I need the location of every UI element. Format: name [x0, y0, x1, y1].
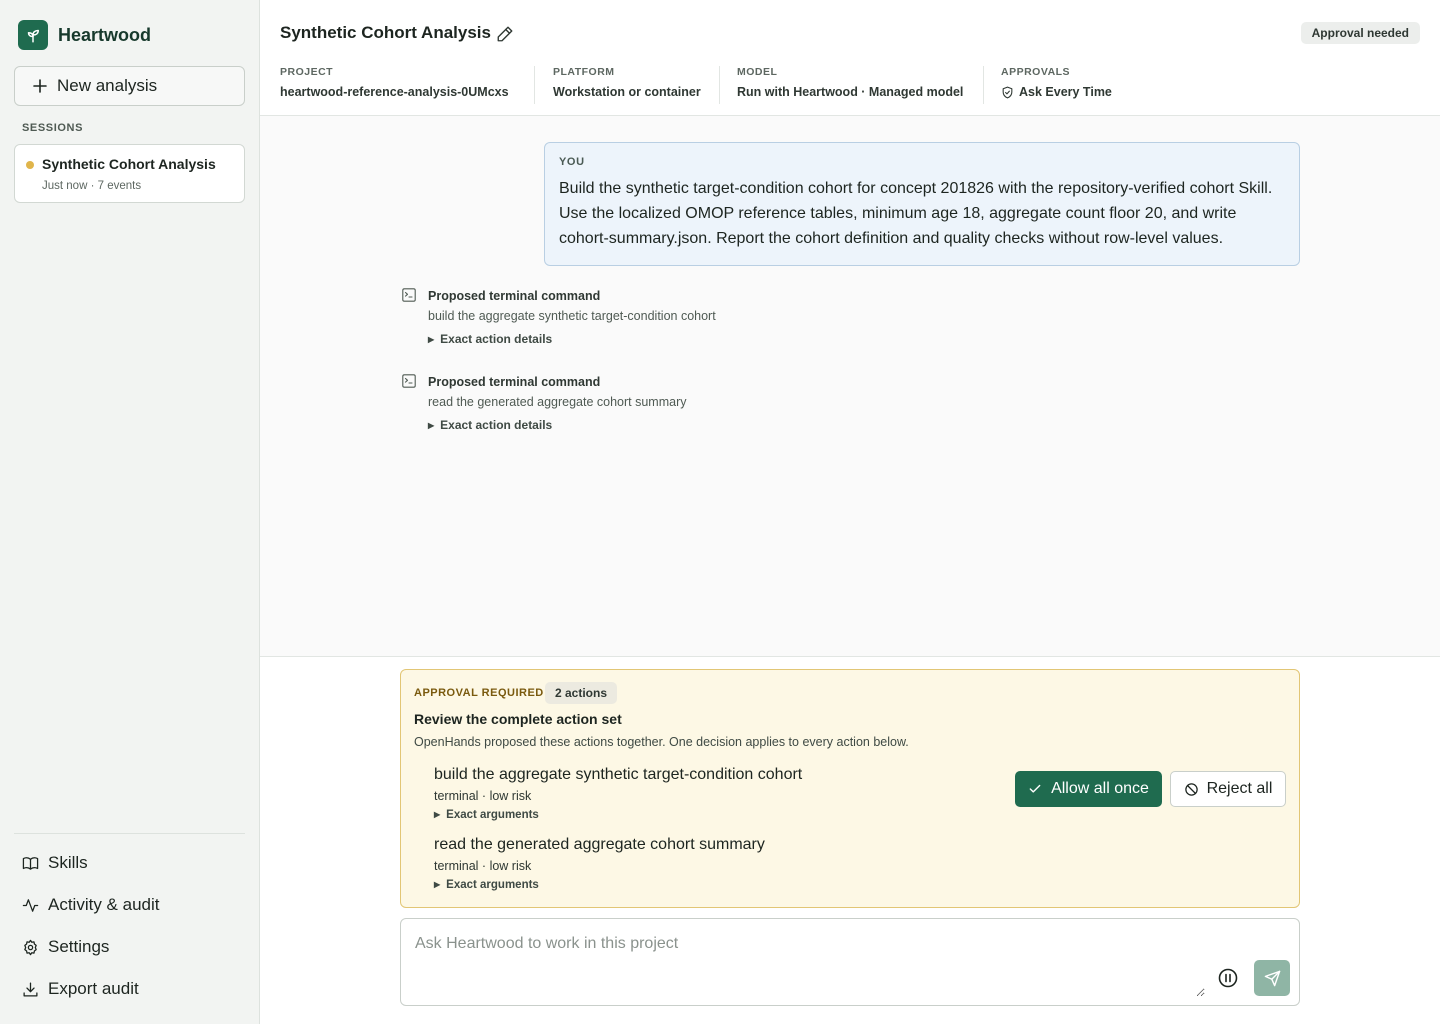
approvals-value: Ask Every Time	[1019, 85, 1112, 99]
sidebar-divider	[14, 833, 245, 834]
allow-all-label: Allow all once	[1051, 780, 1149, 797]
ban-icon	[1184, 782, 1199, 797]
sidebar-item-label: Settings	[48, 937, 110, 956]
sidebar-item-export-audit[interactable]	[22, 979, 139, 999]
brand[interactable]	[18, 20, 151, 50]
message-text: Build the synthetic target-condition cohort for concept 201826 with the repository-verified cohort Skill. Use the localized OMOP reference tables, minimum age 18, aggregate count floor 20, and write cohort-summary.json. Report the cohort definition and quality checks without row-level values.	[559, 180, 1273, 247]
activity-icon	[22, 897, 39, 914]
session-title: Synthetic Cohort Analysis	[42, 156, 216, 172]
action-meta: terminal · low risk	[434, 789, 532, 803]
meta-value: Run with Heartwood · Managed model	[737, 85, 964, 99]
new-analysis-label: New analysis	[57, 76, 158, 95]
approval-label: APPROVAL REQUIRED	[414, 687, 544, 699]
proposal-title: Proposed terminal command	[428, 289, 601, 303]
proposal-subtitle: read the generated aggregate cohort summary	[428, 395, 687, 409]
sidebar-item-skills[interactable]	[22, 853, 88, 873]
caret-right-icon: ▶	[434, 880, 441, 889]
approval-description: OpenHands proposed these actions together. One decision applies to every action below.	[414, 735, 909, 749]
meta-divider	[983, 66, 984, 104]
page-title: Synthetic Cohort Analysis	[280, 23, 491, 42]
send-icon	[1264, 970, 1281, 987]
download-icon	[22, 981, 39, 998]
action-count-badge: 2 actions	[545, 682, 617, 704]
caret-right-icon: ▶	[428, 335, 435, 344]
session-item[interactable]	[14, 144, 245, 203]
exact-arguments-toggle[interactable]	[434, 809, 994, 821]
sidebar-item-label: Export audit	[48, 979, 139, 998]
message-author: YOU	[559, 156, 585, 168]
reject-all-button[interactable]	[1170, 771, 1286, 807]
sessions-heading: SESSIONS	[22, 122, 84, 134]
caret-right-icon: ▶	[434, 810, 441, 819]
new-analysis-button[interactable]	[14, 66, 245, 106]
check-icon	[1028, 782, 1042, 796]
user-message	[544, 142, 1300, 266]
proposal-subtitle: build the aggregate synthetic target-condition cohort	[428, 309, 716, 323]
plus-icon	[33, 79, 47, 93]
exact-arguments-toggle[interactable]	[434, 879, 994, 891]
app-name: Heartwood	[58, 24, 152, 45]
action-title: read the generated aggregate cohort summary	[434, 836, 765, 853]
gear-icon	[22, 939, 39, 956]
approval-heading: Review the complete action set	[414, 711, 622, 727]
meta-project	[280, 66, 509, 106]
pause-icon[interactable]	[1217, 967, 1239, 989]
meta-model	[737, 66, 963, 106]
action-title: build the aggregate synthetic target-condition cohort	[434, 766, 803, 783]
meta-approvals	[1001, 66, 1112, 106]
meta-value: Workstation or container	[553, 85, 701, 99]
action-meta: terminal · low risk	[434, 859, 532, 873]
approval-action	[434, 766, 994, 821]
meta-value	[1001, 85, 1112, 99]
status-badge: Approval needed	[1301, 22, 1420, 44]
sidebar-item-label: Activity & audit	[48, 895, 160, 914]
composer	[400, 918, 1300, 1006]
action-details-toggle[interactable]	[428, 418, 552, 432]
pencil-icon[interactable]	[496, 25, 514, 43]
meta-divider	[719, 66, 720, 104]
terminal-icon	[402, 374, 416, 388]
book-icon	[22, 855, 39, 872]
meta-platform	[553, 66, 701, 106]
sidebar-item-settings[interactable]	[22, 937, 109, 957]
meta-label: MODEL	[737, 66, 778, 78]
details-label: Exact action details	[440, 418, 553, 432]
sidebar	[0, 0, 260, 1024]
meta-label: PROJECT	[280, 66, 334, 78]
allow-all-button[interactable]	[1015, 771, 1162, 807]
prompt-input[interactable]	[415, 935, 1205, 997]
sidebar-item-label: Skills	[48, 853, 88, 872]
seedling-icon	[18, 20, 48, 50]
meta-label: PLATFORM	[553, 66, 615, 78]
caret-right-icon: ▶	[428, 421, 435, 430]
meta-label: APPROVALS	[1001, 66, 1071, 78]
reject-all-label: Reject all	[1206, 780, 1273, 797]
meta-value: heartwood-reference-analysis-0UMcxs	[280, 85, 509, 99]
session-status-dot	[26, 161, 34, 169]
approval-action	[434, 836, 994, 891]
session-header	[260, 0, 1440, 116]
approval-panel	[400, 669, 1300, 908]
send-button[interactable]	[1254, 960, 1290, 996]
session-meta: Just now · 7 events	[42, 180, 142, 192]
terminal-icon	[402, 288, 416, 302]
shield-check-icon	[1001, 86, 1014, 99]
details-label: Exact action details	[440, 332, 553, 346]
args-label: Exact arguments	[446, 809, 539, 821]
sidebar-item-activity[interactable]	[22, 895, 160, 915]
proposal-title: Proposed terminal command	[428, 375, 601, 389]
meta-divider	[534, 66, 535, 104]
action-details-toggle[interactable]	[428, 332, 552, 346]
args-label: Exact arguments	[446, 879, 539, 891]
